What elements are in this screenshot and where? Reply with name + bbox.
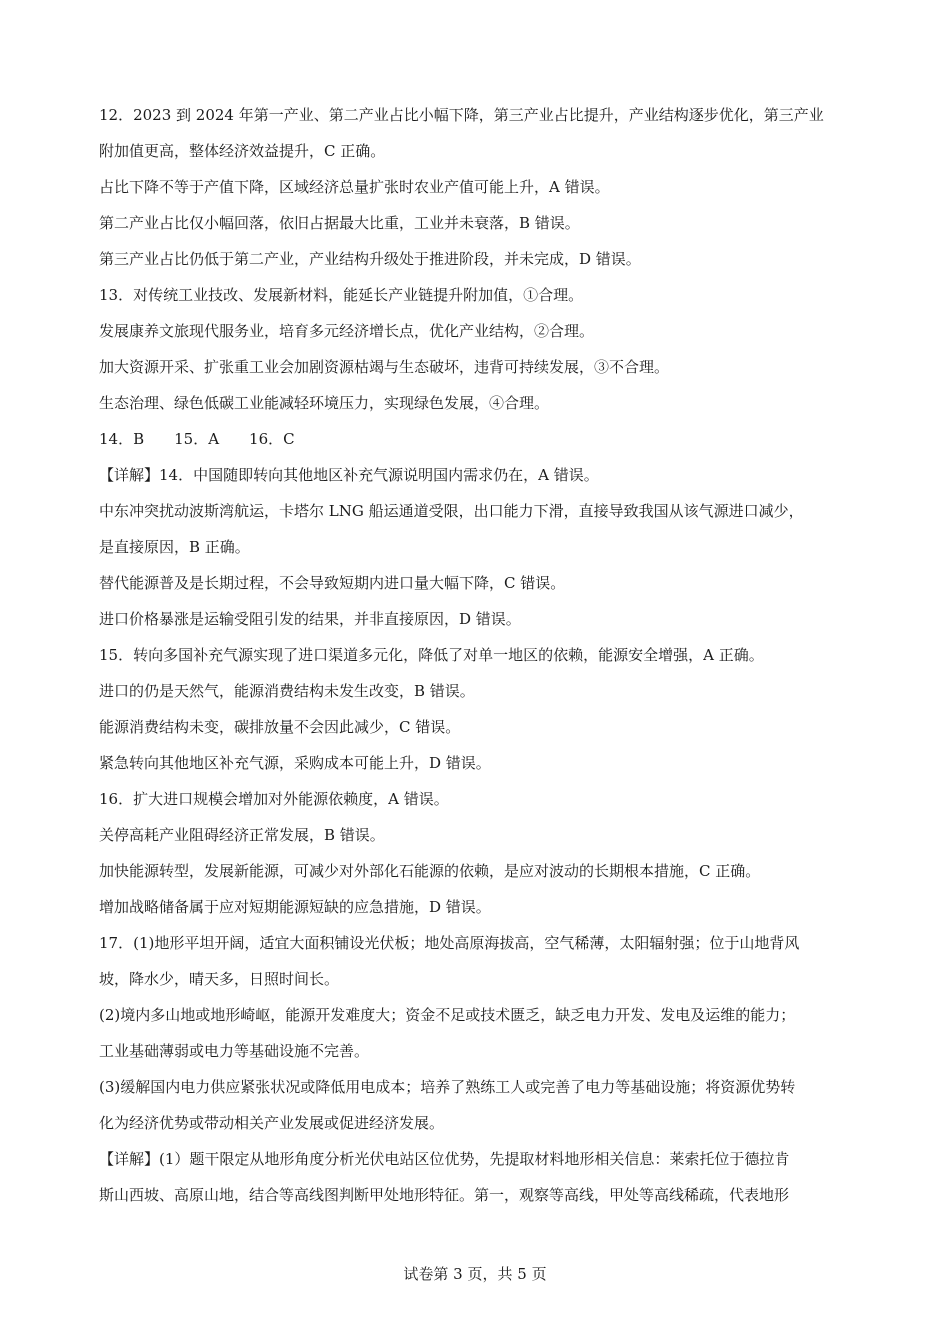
text-line: 15．转向多国补充气源实现了进口渠道多元化，降低了对单一地区的依赖，能源安全增强，A 正确。 [99, 646, 764, 664]
text-line: 紧急转向其他地区补充气源，采购成本可能上升，D 错误。 [99, 754, 491, 772]
text-line: 坡，降水少，晴天多，日照时间长。 [99, 970, 340, 988]
page-footer: 试卷第 3 页，共 5 页 [403, 1265, 547, 1283]
text-line: 占比下降不等于产值下降，区域经济总量扩张时农业产值可能上升，A 错误。 [99, 178, 610, 196]
text-line: 化为经济优势或带动相关产业发展或促进经济发展。 [99, 1114, 445, 1132]
text-line: 13．对传统工业技改、发展新材料，能延长产业链提升附加值，①合理。 [99, 286, 584, 304]
text-line: 16．扩大进口规模会增加对外能源依赖度，A 错误。 [99, 790, 449, 808]
answer-text-block [99, 97, 859, 1213]
text-line: 17．(1)地形平坦开阔，适宜大面积铺设光伏板；地处高原海拔高，空气稀薄，太阳辐射强；位于山地背风 [99, 934, 800, 952]
text-line: 增加战略储备属于应对短期能源短缺的应急措施，D 错误。 [99, 898, 491, 916]
text-line: 【详解】(1）题干限定从地形角度分析光伏电站区位优势，先提取材料地形相关信息：莱索托位于德拉肯 [99, 1150, 790, 1168]
text-line: 第三产业占比仍低于第二产业，产业结构升级处于推进阶段，并未完成，D 错误。 [99, 250, 641, 268]
text-line: 中东冲突扰动波斯湾航运，卡塔尔 LNG 船运通道受限，出口能力下滑，直接导致我国从该气源进口减少， [99, 502, 804, 520]
text-line: 附加值更高，整体经济效益提升，C 正确。 [99, 142, 386, 160]
text-line: 能源消费结构未变，碳排放量不会因此减少，C 错误。 [99, 718, 461, 736]
text-line: 替代能源普及是长期过程，不会导致短期内进口量大幅下降，C 错误。 [99, 574, 566, 592]
text-line: 进口价格暴涨是运输受阻引发的结果，并非直接原因，D 错误。 [99, 610, 521, 628]
text-line: 12．2023 到 2024 年第一产业、第二产业占比小幅下降，第三产业占比提升，产业结构逐步优化，第三产业 [99, 106, 824, 124]
text-line: 是直接原因，B 正确。 [99, 538, 250, 556]
text-line: 第二产业占比仅小幅回落，依旧占据最大比重，工业并未衰落，B 错误。 [99, 214, 580, 232]
text-line: (3)缓解国内电力供应紧张状况或降低用电成本；培养了熟练工人或完善了电力等基础设施；将资源优势转 [99, 1078, 796, 1096]
text-line: 【详解】14．中国随即转向其他地区补充气源说明国内需求仍在，A 错误。 [99, 466, 599, 484]
text-line: 进口的仍是天然气，能源消费结构未发生改变，B 错误。 [99, 682, 475, 700]
text-line: 加大资源开采、扩张重工业会加剧资源枯竭与生态破坏，违背可持续发展，③不合理。 [99, 358, 670, 376]
text-line: 斯山西坡、高原山地，结合等高线图判断甲处地形特征。第一，观察等高线，甲处等高线稀疏，代表地形 [99, 1186, 790, 1204]
text-line: 生态治理、绿色低碳工业能减轻环境压力，实现绿色发展，④合理。 [99, 394, 550, 412]
text-line: 加快能源转型，发展新能源，可减少对外部化石能源的依赖，是应对波动的长期根本措施，C 正确。 [99, 862, 761, 880]
text-line: 14．B 15．A 16．C [99, 430, 295, 448]
text-line: (2)境内多山地或地形崎岖，能源开发难度大；资金不足或技术匮乏，缺乏电力开发、发电及运维的能力； [99, 1006, 796, 1024]
text-line: 工业基础薄弱或电力等基础设施不完善。 [99, 1042, 370, 1060]
text-line: 发展康养文旅现代服务业，培育多元经济增长点，优化产业结构，②合理。 [99, 322, 595, 340]
text-line: 关停高耗产业阻碍经济正常发展，B 错误。 [99, 826, 385, 844]
